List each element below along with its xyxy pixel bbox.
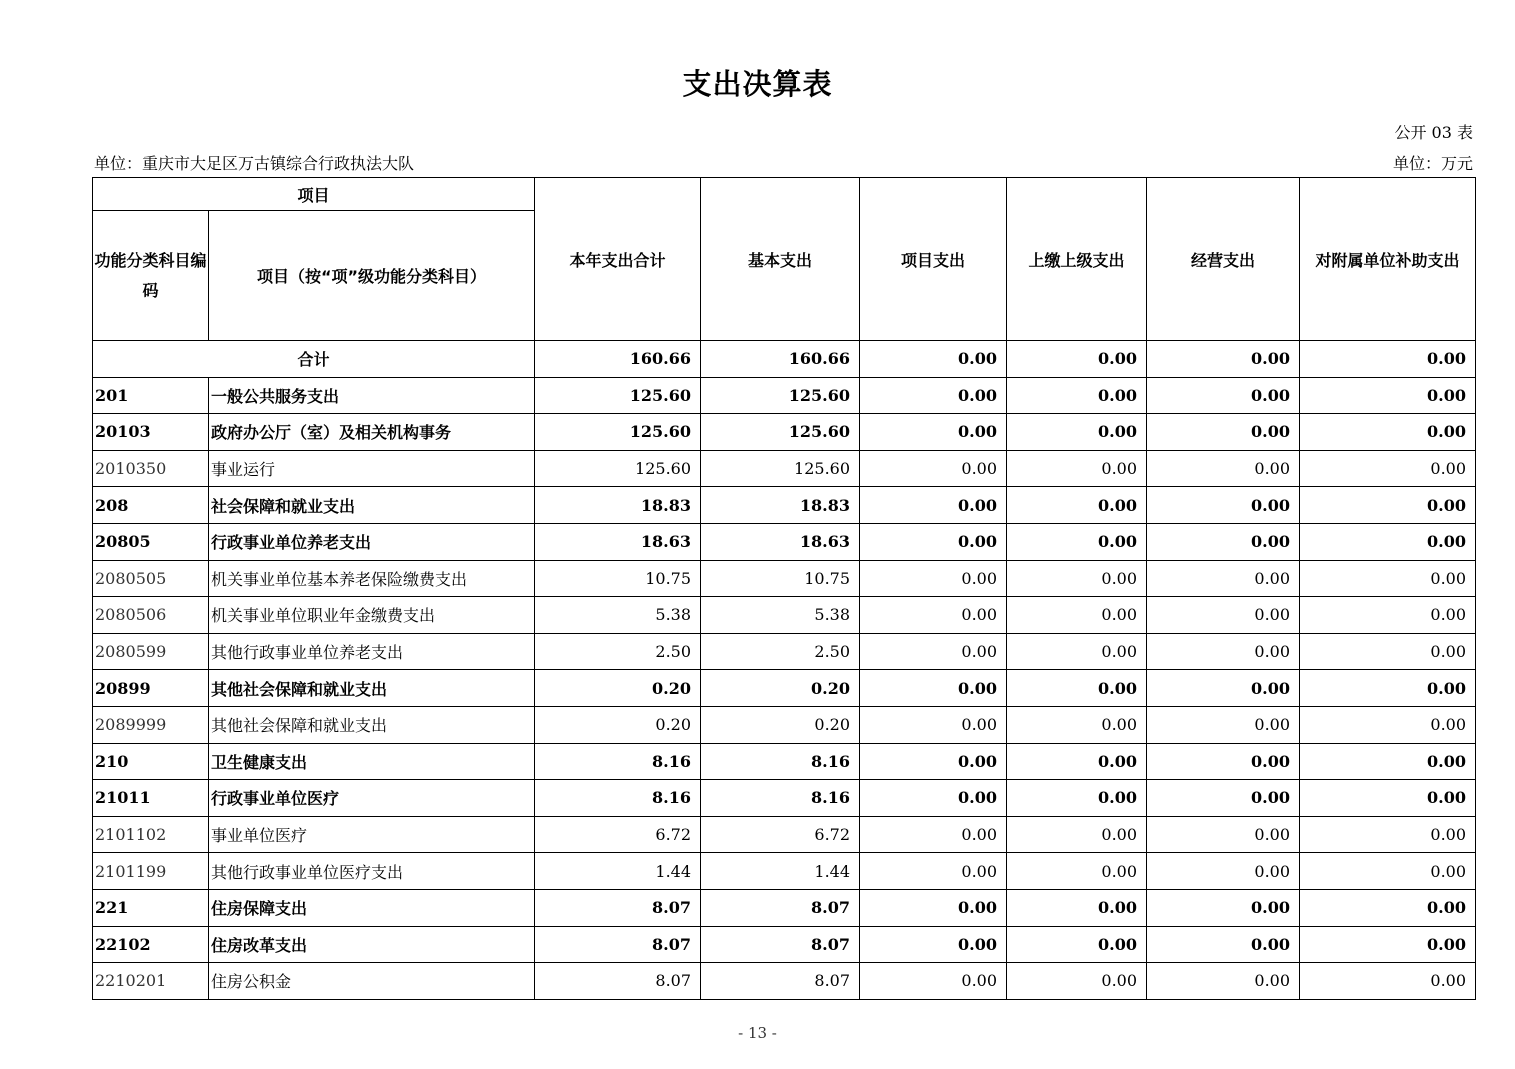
row-value: 0.00 (860, 377, 1007, 414)
table-row (93, 743, 1476, 780)
row-code: 20805 (93, 523, 209, 560)
expenditure-table (92, 177, 1476, 1000)
table-row (93, 560, 1476, 597)
row-value: 6.72 (701, 816, 860, 853)
row-value: 0.00 (1147, 560, 1300, 597)
header-basic: 基本支出 (701, 178, 860, 341)
table-row (93, 780, 1476, 817)
row-value: 0.00 (1147, 853, 1300, 890)
table-row (93, 487, 1476, 524)
total-value: 0.00 (860, 341, 1007, 378)
row-value: 0.00 (860, 670, 1007, 707)
row-value: 8.16 (535, 743, 701, 780)
row-value: 0.00 (1007, 963, 1147, 1000)
row-value: 8.16 (701, 743, 860, 780)
row-code: 20103 (93, 414, 209, 451)
row-value: 0.00 (1300, 633, 1476, 670)
row-name: 行政事业单位养老支出 (209, 523, 535, 560)
row-value: 0.00 (1007, 487, 1147, 524)
currency-unit: 单位：万元 (1392, 154, 1473, 173)
row-value: 0.00 (1007, 780, 1147, 817)
row-value: 0.00 (1007, 450, 1147, 487)
row-value: 18.83 (701, 487, 860, 524)
row-value: 1.44 (535, 853, 701, 890)
total-value: 0.00 (1147, 341, 1300, 378)
table-row (93, 889, 1476, 926)
row-value: 0.00 (1300, 743, 1476, 780)
row-code: 210 (93, 743, 209, 780)
row-value: 0.00 (1007, 377, 1147, 414)
row-value: 0.00 (1147, 706, 1300, 743)
header-upper-level: 上缴上级支出 (1007, 178, 1147, 341)
row-code: 208 (93, 487, 209, 524)
row-name: 事业运行 (209, 450, 535, 487)
row-name: 其他行政事业单位医疗支出 (209, 853, 535, 890)
document-title: 支出决算表 (682, 67, 833, 101)
row-value: 0.00 (1147, 963, 1300, 1000)
row-name: 其他行政事业单位养老支出 (209, 633, 535, 670)
row-name: 住房改革支出 (209, 926, 535, 963)
table-row (93, 926, 1476, 963)
row-name: 社会保障和就业支出 (209, 487, 535, 524)
row-code: 21011 (93, 780, 209, 817)
row-value: 0.00 (1147, 450, 1300, 487)
header-business: 经营支出 (1147, 178, 1300, 341)
row-value: 10.75 (701, 560, 860, 597)
table-row (93, 597, 1476, 634)
row-code: 2089999 (93, 706, 209, 743)
row-value: 125.60 (535, 414, 701, 451)
row-value: 0.00 (1007, 414, 1147, 451)
row-value: 0.00 (860, 414, 1007, 451)
row-value: 0.00 (860, 743, 1007, 780)
row-code: 221 (93, 889, 209, 926)
row-value: 0.00 (860, 523, 1007, 560)
table-row (93, 853, 1476, 890)
row-value: 18.63 (535, 523, 701, 560)
row-value: 0.00 (860, 450, 1007, 487)
row-value: 0.00 (860, 560, 1007, 597)
row-value: 0.00 (860, 706, 1007, 743)
header-name: 项目（按“项”级功能分类科目） (209, 211, 535, 341)
table-row (93, 963, 1476, 1000)
reporting-unit: 单位：重庆市大足区万古镇综合行政执法大队 (94, 154, 415, 173)
row-name: 住房公积金 (209, 963, 535, 1000)
row-value: 0.00 (1300, 670, 1476, 707)
row-value: 0.00 (1300, 853, 1476, 890)
row-value: 0.00 (1300, 523, 1476, 560)
row-value: 0.00 (1300, 414, 1476, 451)
row-value: 0.20 (535, 706, 701, 743)
header-subsidy: 对附属单位补助支出 (1300, 178, 1476, 341)
row-value: 8.07 (535, 963, 701, 1000)
row-value: 125.60 (701, 450, 860, 487)
table-row (93, 377, 1476, 414)
total-value: 160.66 (535, 341, 701, 378)
total-value: 0.00 (1007, 341, 1147, 378)
row-value: 0.00 (1147, 816, 1300, 853)
row-value: 8.07 (701, 889, 860, 926)
row-value: 0.00 (1147, 780, 1300, 817)
row-value: 0.00 (860, 487, 1007, 524)
total-row (93, 341, 1476, 378)
row-name: 卫生健康支出 (209, 743, 535, 780)
table-row (93, 633, 1476, 670)
row-value: 2.50 (701, 633, 860, 670)
table-row (93, 523, 1476, 560)
row-name: 行政事业单位医疗 (209, 780, 535, 817)
row-name: 事业单位医疗 (209, 816, 535, 853)
row-value: 0.00 (1147, 926, 1300, 963)
row-value: 0.00 (1147, 743, 1300, 780)
row-value: 0.00 (1300, 560, 1476, 597)
row-value: 0.00 (1007, 853, 1147, 890)
row-value: 0.00 (1147, 377, 1300, 414)
row-value: 0.00 (1300, 889, 1476, 926)
row-value: 0.00 (1007, 597, 1147, 634)
row-value: 8.16 (701, 780, 860, 817)
row-value: 0.00 (1007, 889, 1147, 926)
row-code: 2101199 (93, 853, 209, 890)
row-value: 0.00 (1300, 816, 1476, 853)
row-value: 0.00 (1007, 706, 1147, 743)
row-value: 0.00 (860, 926, 1007, 963)
row-value: 8.07 (535, 926, 701, 963)
row-value: 0.00 (860, 780, 1007, 817)
form-number: 公开 03 表 (1394, 123, 1473, 142)
table-row (93, 450, 1476, 487)
row-code: 2080506 (93, 597, 209, 634)
row-value: 0.00 (860, 816, 1007, 853)
row-value: 0.00 (1300, 377, 1476, 414)
row-code: 2080505 (93, 560, 209, 597)
row-value: 2.50 (535, 633, 701, 670)
header-total: 本年支出合计 (535, 178, 701, 341)
row-code: 2101102 (93, 816, 209, 853)
row-code: 2210201 (93, 963, 209, 1000)
row-value: 0.00 (1147, 670, 1300, 707)
row-value: 125.60 (701, 377, 860, 414)
row-value: 10.75 (535, 560, 701, 597)
row-value: 0.00 (1147, 523, 1300, 560)
table-row (93, 414, 1476, 451)
row-value: 0.00 (1007, 670, 1147, 707)
header-code: 功能分类科目编码 (93, 211, 209, 341)
row-value: 5.38 (701, 597, 860, 634)
row-value: 1.44 (701, 853, 860, 890)
row-value: 0.00 (860, 889, 1007, 926)
row-value: 0.00 (860, 853, 1007, 890)
table-row (93, 816, 1476, 853)
row-code: 2010350 (93, 450, 209, 487)
row-value: 0.00 (1007, 926, 1147, 963)
row-value: 0.00 (1007, 743, 1147, 780)
row-value: 18.83 (535, 487, 701, 524)
row-value: 18.63 (701, 523, 860, 560)
row-value: 0.00 (1300, 450, 1476, 487)
row-name: 其他社会保障和就业支出 (209, 670, 535, 707)
row-value: 0.00 (860, 963, 1007, 1000)
row-value: 0.00 (1007, 816, 1147, 853)
row-value: 0.00 (1007, 633, 1147, 670)
row-value: 0.00 (1300, 926, 1476, 963)
row-name: 一般公共服务支出 (209, 377, 535, 414)
page-number: - 13 - (738, 1024, 777, 1042)
row-name: 机关事业单位基本养老保险缴费支出 (209, 560, 535, 597)
row-name: 住房保障支出 (209, 889, 535, 926)
row-value: 8.16 (535, 780, 701, 817)
row-name: 其他社会保障和就业支出 (209, 706, 535, 743)
total-value: 0.00 (1300, 341, 1476, 378)
total-label: 合计 (93, 341, 535, 378)
row-value: 0.20 (701, 706, 860, 743)
row-value: 0.00 (1300, 487, 1476, 524)
row-value: 8.07 (535, 889, 701, 926)
row-value: 6.72 (535, 816, 701, 853)
header-project-expenditure: 项目支出 (860, 178, 1007, 341)
row-value: 0.00 (1300, 597, 1476, 634)
total-value: 160.66 (701, 341, 860, 378)
row-code: 22102 (93, 926, 209, 963)
row-code: 2080599 (93, 633, 209, 670)
row-value: 0.20 (535, 670, 701, 707)
row-value: 0.20 (701, 670, 860, 707)
row-value: 8.07 (701, 926, 860, 963)
row-value: 0.00 (1147, 487, 1300, 524)
row-value: 0.00 (1300, 780, 1476, 817)
header-project: 项目 (93, 178, 535, 211)
row-value: 0.00 (1007, 560, 1147, 597)
row-value: 0.00 (1300, 706, 1476, 743)
row-value: 0.00 (1147, 633, 1300, 670)
row-value: 125.60 (701, 414, 860, 451)
row-value: 8.07 (701, 963, 860, 1000)
row-code: 20899 (93, 670, 209, 707)
row-value: 0.00 (1147, 597, 1300, 634)
row-code: 201 (93, 377, 209, 414)
table-row (93, 670, 1476, 707)
row-value: 0.00 (1007, 523, 1147, 560)
row-name: 政府办公厅（室）及相关机构事务 (209, 414, 535, 451)
row-value: 125.60 (535, 377, 701, 414)
row-value: 0.00 (1300, 963, 1476, 1000)
row-value: 0.00 (860, 597, 1007, 634)
row-value: 125.60 (535, 450, 701, 487)
row-name: 机关事业单位职业年金缴费支出 (209, 597, 535, 634)
row-value: 0.00 (1147, 414, 1300, 451)
table-row (93, 706, 1476, 743)
row-value: 0.00 (860, 633, 1007, 670)
row-value: 5.38 (535, 597, 701, 634)
row-value: 0.00 (1147, 889, 1300, 926)
